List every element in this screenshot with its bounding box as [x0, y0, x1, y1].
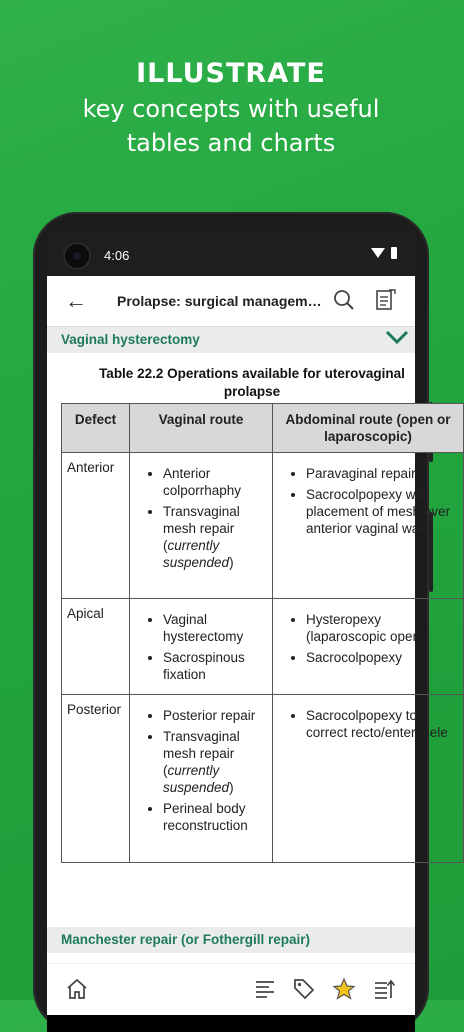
content-area[interactable] — [47, 327, 451, 967]
defect-cell: Anterior — [62, 453, 130, 599]
camera-icon — [65, 244, 89, 268]
abdominal-route-cell — [273, 453, 464, 599]
list-item: • Paravaginal repair — [306, 465, 458, 482]
list-item: • Transvaginal mesh repair (currently suspended) — [163, 503, 267, 571]
list-item: • Sacrocolpopexy to correct recto/enterocele — [306, 707, 458, 741]
system-nav-bar — [47, 1015, 415, 1032]
search-icon[interactable] — [333, 289, 355, 311]
column-header: Vaginal route — [130, 404, 273, 453]
tag-icon[interactable] — [292, 977, 316, 1001]
bottom-nav — [47, 963, 415, 1016]
list-item: • Transvaginal mesh repair (currently suspended) — [163, 728, 267, 796]
battery-icon — [391, 247, 397, 259]
export-icon[interactable] — [373, 977, 397, 1001]
wifi-icon — [371, 248, 385, 258]
table-row — [62, 695, 464, 863]
abdominal-route-cell — [273, 695, 464, 863]
table-row — [62, 453, 464, 599]
list-item: • Vaginal hysterectomy — [163, 611, 267, 645]
list-item: • Posterior repair — [163, 707, 267, 724]
promo-subline-2: tables and charts — [126, 129, 336, 157]
chevron-down-icon[interactable] — [385, 329, 409, 345]
table-header-row — [62, 404, 464, 453]
vaginal-route-cell — [130, 695, 273, 863]
vaginal-route-cell — [130, 453, 273, 599]
page-title: Prolapse: surgical managem… — [117, 293, 322, 309]
list-item: • Anterior colporrhaphy — [163, 465, 267, 499]
phone-frame — [33, 212, 451, 1032]
promo-title: ILLUSTRATE — [136, 58, 326, 89]
list-item: • Sacrocolpopexy — [306, 649, 458, 666]
list-item: • Sacrocolpopexy with placement of mesh over anterior vaginal wall — [306, 486, 458, 537]
prolapse-table — [61, 403, 464, 863]
defect-cell: Posterior — [62, 695, 130, 863]
column-header: Defect — [62, 404, 130, 453]
contents-icon[interactable] — [253, 977, 277, 1001]
app-bar — [47, 276, 415, 327]
status-time: 4:06 — [104, 248, 130, 263]
status-bar — [47, 232, 415, 276]
back-arrow-icon[interactable]: ← — [65, 288, 87, 313]
defect-cell: Apical — [62, 599, 130, 695]
status-icons — [371, 247, 397, 259]
notes-icon[interactable] — [375, 288, 397, 312]
abdominal-route-cell — [273, 599, 464, 695]
promo-subline-1: key concepts with useful — [82, 95, 380, 123]
list-item: • Perineal body reconstruction — [163, 800, 267, 834]
list-item: • Hysteropexy (laparoscopic open) — [306, 611, 458, 645]
phone-screen — [47, 232, 451, 1032]
section-header-bottom[interactable] — [47, 927, 415, 953]
list-item: • Sacrospinous fixation — [163, 649, 267, 683]
table-row — [62, 599, 464, 695]
vaginal-route-cell — [130, 599, 273, 695]
home-icon[interactable] — [65, 977, 89, 1001]
section-label: Vaginal hysterectomy — [61, 332, 200, 347]
section-label: Manchester repair (or Fothergill repair) — [61, 932, 311, 947]
section-header-top[interactable] — [47, 327, 415, 353]
promo-headline — [0, 56, 462, 160]
column-header: Abdominal route (open or laparoscopic) — [273, 404, 464, 453]
table-caption: Table 22.2 Operations available for uterovaginal prolapse — [99, 366, 405, 399]
star-icon[interactable] — [332, 977, 356, 1001]
